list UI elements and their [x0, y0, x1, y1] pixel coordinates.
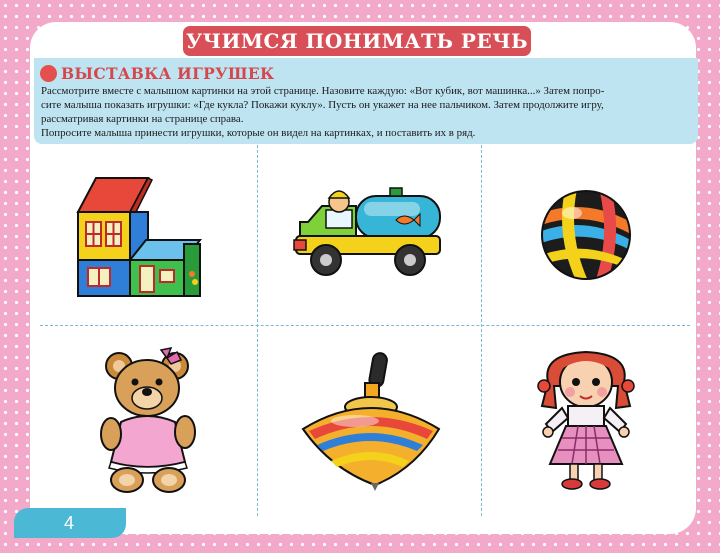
instruction-text — [41, 84, 689, 140]
section-title: ВЫСТАВКА ИГРУШЕК — [61, 63, 275, 83]
toy-cell-doll[interactable] — [482, 326, 690, 516]
page-number: 4 — [14, 508, 126, 538]
doll-icon — [526, 346, 646, 496]
bullet-icon — [40, 65, 57, 82]
toy-cell-truck[interactable] — [258, 145, 481, 325]
instruction-line: рассматривая картинки на странице справа. — [41, 113, 244, 125]
toy-truck-icon — [290, 180, 450, 290]
toy-cell-house[interactable] — [40, 145, 257, 325]
section-heading — [40, 62, 274, 84]
page-title: УЧИМСЯ ПОНИМАТЬ РЕЧЬ — [183, 26, 531, 56]
toy-ball-icon — [536, 185, 636, 285]
toy-house-icon — [74, 170, 224, 300]
instruction-line: сите малыша показать игрушки: «Где кукла? Покажи куклу». Пусть он укажет на нее пальчиком. Затем продолжите игру, — [41, 99, 604, 111]
instruction-line: Попросите малыша принести игрушки, которые он видел на картинках, и поставить их в ряд. — [41, 127, 476, 139]
toy-cell-top[interactable] — [258, 326, 481, 516]
teddy-bear-icon — [89, 346, 209, 496]
toy-cell-ball[interactable] — [482, 145, 690, 325]
spinning-top-icon — [295, 351, 445, 491]
toy-grid — [40, 145, 690, 516]
toy-cell-bear[interactable] — [40, 326, 257, 516]
instruction-line: Рассмотрите вместе с малышом картинки на этой странице. Назовите каждую: «Вот кубик, вот машинка...» Затем попро- — [41, 85, 605, 97]
